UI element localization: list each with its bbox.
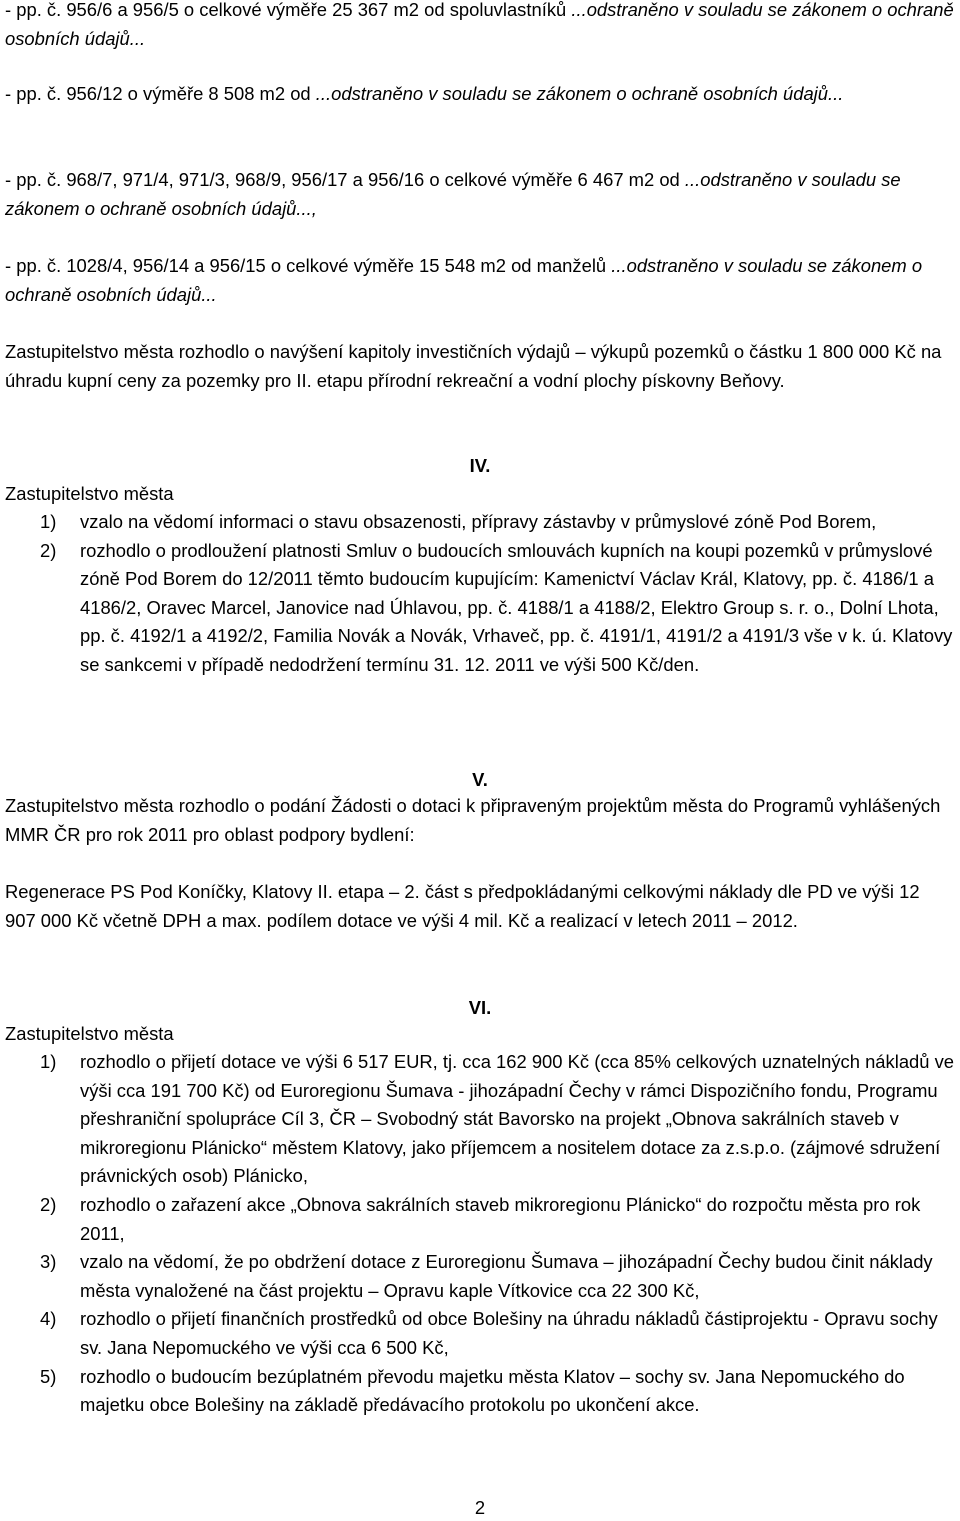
parcel-line-3-text: - pp. č. 968/7, 971/4, 971/3, 968/9, 956/17 a 956/16 o celkové výměře 6 467 m2 od xyxy=(5,169,685,190)
parcel-line-4-redaction: ...odstraněno v souladu se zákonem o ochraně osobních údajů... xyxy=(5,255,923,305)
section-v-paragraph-1: Zastupitelstvo města rozhodlo o podání Žádosti o dotaci k připraveným projektům města do Programů vyhlášených MMR ČR pro rok 2011 pro oblast podpory bydlení: xyxy=(5,795,941,845)
section-iv-item-1 xyxy=(5,508,955,537)
section-iv-item-1-text: vzalo na vědomí informaci o stavu obsazenosti, přípravy zástavby v průmyslové zóně Pod Borem, xyxy=(80,511,877,532)
section-vi-item-2-text: rozhodlo o zařazení akce „Obnova sakrálních staveb mikroregionu Plánicko“ do rozpočtu města pro rok 2011, xyxy=(80,1193,921,1244)
section-vi-item-5-text: rozhodlo o budoucím bezúplatném převodu majetku města Klatov – sochy sv. Jana Nepomuckého do majetku obce Bolešiny na základě předávacího protokolu po ukončení akce. xyxy=(80,1365,905,1416)
section-vi-item-3-number: 3) xyxy=(40,1251,57,1273)
section-vi-item-4-text: rozhodlo o přijetí finančních prostředků od obce Bolešiny na úhradu nákladů částiprojektu - Opravu sochy sv. Jana Nepomuckého ve výši cca 6 500 Kč, xyxy=(80,1308,938,1358)
parcel-line-2-redaction: ...odstraněno v souladu se zákonem o ochraně osobních údajů... xyxy=(315,83,844,104)
section-iv-item-2-text: rozhodlo o prodloužení platnosti Smluv o budoucích smlouvách kupních na koupi pozemků v průmyslové zóně Pod Borem do 12/2011 těmto budoucím kupujícím: Kamenictví Václav Král, Klatovy, pp. č. 4186/1 a 4186/2, Oravec Marcel, Janovice nad Úhlavou, pp. č. 4188/1 a 4188/2, Elektro Group s. r. o., Dolní Lhota, pp. č. 4192/1 a 4192/2, Familia Novák a Novák, Vrhaveč, pp. č. 4191/1, 4191/2 a 4191/3 vše v k. ú. Klatovy se sankcemi v případě nedodržení termínu 31. 12. 2011 ve výši 500 Kč/den. xyxy=(80,539,953,675)
page-number: 2 xyxy=(474,1497,486,1518)
parcel-line-3-redaction: ...odstraněno v souladu se zákonem o ochraně osobních údajů..., xyxy=(5,169,901,219)
section-vi-list xyxy=(5,1048,955,1420)
section-vi-item-2 xyxy=(5,1191,955,1248)
section-vi-item-1 xyxy=(5,1048,955,1191)
section-iv-intro: Zastupitelstvo města xyxy=(5,483,174,504)
section-iv-heading xyxy=(0,452,960,480)
section-iv-item-1-number: 1) xyxy=(40,511,57,532)
section-vi-heading xyxy=(0,994,960,1022)
section-vi-item-3 xyxy=(5,1248,955,1305)
parcel-line-2-text: - pp. č. 956/12 o výměře 8 508 m2 od xyxy=(5,83,316,104)
section-vi-item-4-number: 4) xyxy=(40,1308,57,1330)
parcel-line-4 xyxy=(5,252,955,309)
parcel-line-1-redaction: ...odstraněno v souladu se zákonem o ochraně osobních údajů... xyxy=(5,0,954,49)
section-iv-item-2 xyxy=(5,537,955,680)
section-vi-item-5 xyxy=(5,1363,955,1420)
section-vi-item-1-text: rozhodlo o přijetí dotace ve výši 6 517 EUR, tj. cca 162 900 Kč (cca 85% celkových uznatelných nákladů ve výši cca 191 700 Kč) od Euroregionu Šumava - jihozápadní Čechy v rámci Dispozičního fondu, Programu přeshraniční spolupráce Cíl 3, ČR – Svobodný stát Bavorsko na projekt „Obnova sakrálních staveb v mikroregionu Plánicko“ městem Klatovy, jako příjemcem a nositelem dotace za z.s.p.o. (zájmové sdružení právnických osob) Plánicko, xyxy=(80,1051,955,1187)
section-iv-list xyxy=(5,508,955,680)
section-vi-item-5-number: 5) xyxy=(40,1365,57,1387)
parcel-line-4-text: - pp. č. 1028/4, 956/14 a 956/15 o celkové výměře 15 548 m2 od manželů xyxy=(5,255,612,276)
section-v-heading-text: V. xyxy=(472,769,488,790)
section-vi-item-4 xyxy=(5,1305,955,1362)
section-vi-item-2-number: 2) xyxy=(40,1193,57,1215)
section-v-paragraph-2: Regenerace PS Pod Koníčky, Klatovy II. etapa – 2. část s předpokládanými celkovými náklady dle PD ve výši 12 907 000 Kč včetně DPH a max. podílem dotace ve výši 4 mil. Kč a realizací v letech 2011 – 2012. xyxy=(5,881,920,931)
section-vi-intro: Zastupitelstvo města xyxy=(5,1023,174,1044)
parcel-line-2 xyxy=(5,80,955,109)
section-iv-heading-text: IV. xyxy=(469,455,491,476)
parcel-line-3 xyxy=(5,166,955,223)
investment-paragraph: Zastupitelstvo města rozhodlo o navýšení kapitoly investičních výdajů – výkupů pozemků o částku 1 800 000 Kč na úhradu kupní ceny za pozemky pro II. etapu přírodní rekreační a vodní plochy pískovny Beňovy. xyxy=(5,341,942,391)
section-iv-item-2-number: 2) xyxy=(40,539,57,561)
section-vi-heading-text: VI. xyxy=(468,997,492,1018)
section-vi-item-3-text: vzalo na vědomí, že po obdržení dotace z Euroregionu Šumava – jihozápadní Čechy budou činit náklady města vynaložené na část projektu – Opravu kaple Vítkovice cca 22 300 Kč, xyxy=(80,1251,933,1301)
section-vi-item-1-number: 1) xyxy=(40,1051,57,1072)
parcel-line-1-text: - pp. č. 956/6 a 956/5 o celkové výměře 25 367 m2 od spoluvlastníků xyxy=(5,0,572,20)
parcel-line-1 xyxy=(5,0,955,53)
section-v-heading xyxy=(0,766,960,794)
